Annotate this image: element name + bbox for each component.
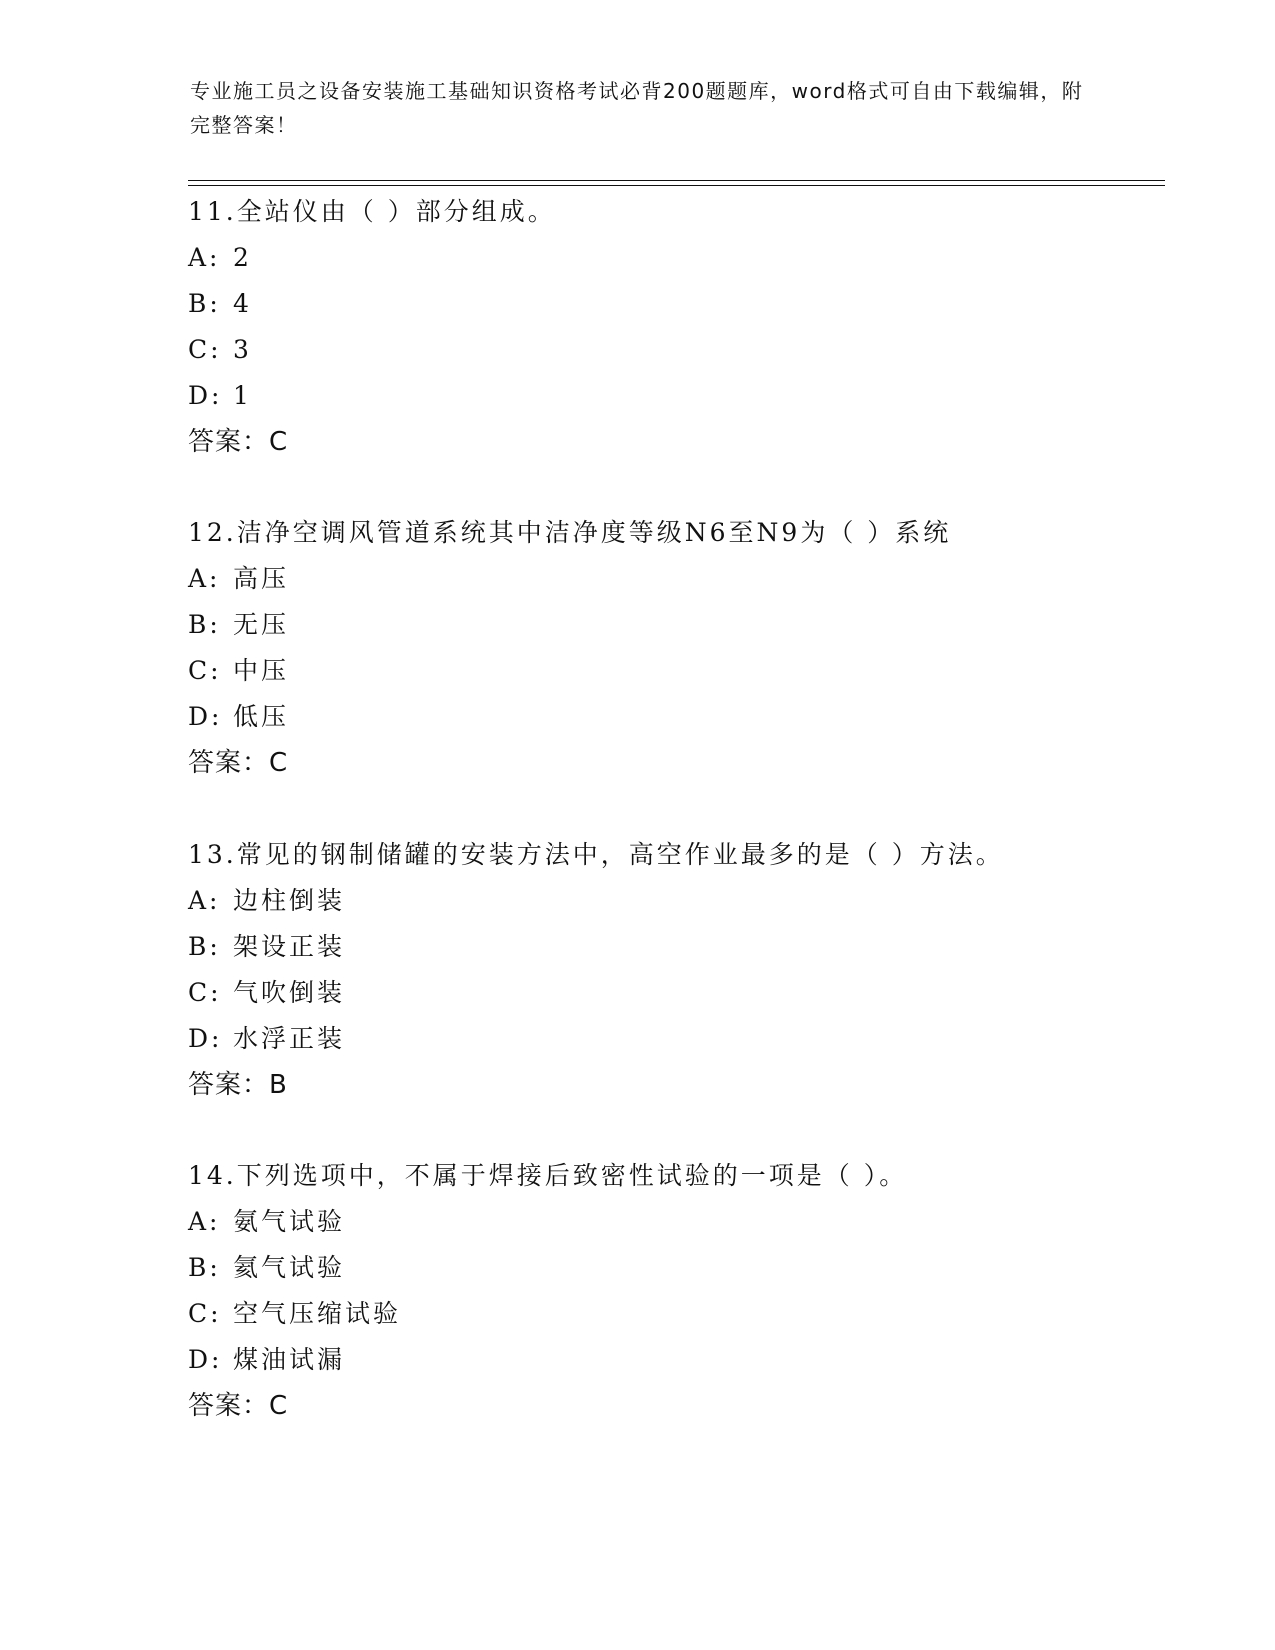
option-text: 高压 [233, 564, 290, 593]
option-label: B: [188, 289, 221, 318]
option-c [188, 1291, 1188, 1337]
option-a [188, 235, 1188, 281]
option-label: C: [188, 978, 222, 1007]
question-block [188, 189, 1188, 465]
option-text: 1 [233, 381, 252, 410]
option-label: C: [188, 335, 222, 364]
option-text: 气吹倒装 [233, 978, 346, 1007]
question-stem: 14.下列选项中，不属于焊接后致密性试验的一项是（ ）。 [188, 1161, 908, 1190]
option-a [188, 878, 1188, 924]
option-label: B: [188, 932, 221, 961]
option-text: 2 [233, 243, 252, 272]
question-block [188, 832, 1188, 1108]
option-label: A: [188, 564, 221, 593]
option-text: 边柱倒装 [233, 886, 346, 915]
option-text: 氦气试验 [233, 1253, 346, 1282]
question-block [188, 1153, 1188, 1429]
option-label: B: [188, 1253, 221, 1282]
option-label: D: [188, 702, 223, 731]
answer-line: 答案：C [188, 427, 289, 457]
option-b [188, 281, 1188, 327]
header-divider-bottom [188, 185, 1165, 186]
option-b [188, 602, 1188, 648]
option-d [188, 694, 1188, 740]
option-c [188, 327, 1188, 373]
answer-line: 答案：B [188, 1070, 288, 1100]
option-text: 4 [233, 289, 252, 318]
answer-line: 答案：C [188, 1391, 289, 1421]
option-text: 水浮正装 [233, 1024, 346, 1053]
option-d [188, 1337, 1188, 1383]
answer-line: 答案：C [188, 748, 289, 778]
option-text: 中压 [233, 656, 290, 685]
question-stem: 12.洁净空调风管道系统其中洁净度等级N6至N9为（ ）系统 [188, 518, 952, 547]
option-label: A: [188, 1207, 221, 1236]
question-block [188, 510, 1188, 786]
option-text: 煤油试漏 [233, 1345, 346, 1374]
option-label: D: [188, 1345, 223, 1374]
option-text: 无压 [233, 610, 290, 639]
option-label: A: [188, 243, 221, 272]
option-d [188, 373, 1188, 419]
option-b [188, 1245, 1188, 1291]
question-stem: 13.常见的钢制储罐的安装方法中，高空作业最多的是（ ）方法。 [188, 840, 1004, 869]
option-label: A: [188, 886, 221, 915]
option-c [188, 970, 1188, 1016]
option-text: 低压 [233, 702, 290, 731]
option-label: B: [188, 610, 221, 639]
header-divider-top [188, 180, 1165, 181]
option-label: C: [188, 656, 222, 685]
option-text: 架设正装 [233, 932, 346, 961]
option-text: 氨气试验 [233, 1207, 346, 1236]
option-b [188, 924, 1188, 970]
option-a [188, 556, 1188, 602]
option-text: 3 [233, 335, 252, 364]
document-header: 专业施工员之设备安装施工基础知识资格考试必背200题题库，word格式可自由下载编辑，附完整答案！ [190, 79, 1084, 137]
option-c [188, 648, 1188, 694]
option-text: 空气压缩试验 [233, 1299, 402, 1328]
option-label: D: [188, 381, 223, 410]
option-d [188, 1016, 1188, 1062]
question-stem: 11.全站仪由（ ）部分组成。 [188, 197, 556, 226]
option-label: C: [188, 1299, 222, 1328]
option-label: D: [188, 1024, 223, 1053]
option-a [188, 1199, 1188, 1245]
